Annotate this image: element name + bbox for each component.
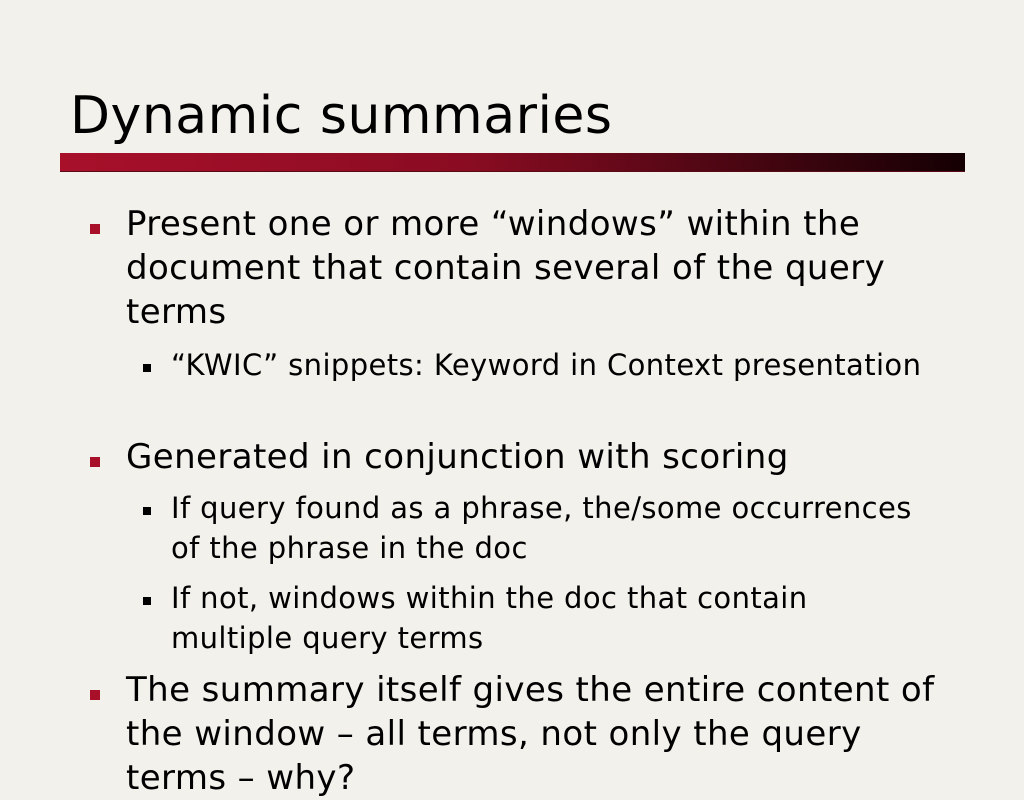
square-bullet-icon xyxy=(143,364,151,372)
bullet-text: The summary itself gives the entire content of the window – all terms, not only the query terms – why? xyxy=(126,670,935,798)
bullet-item xyxy=(126,668,956,800)
slide-title: Dynamic summaries xyxy=(70,86,613,146)
square-bullet-icon xyxy=(90,457,100,467)
sub-bullet-item xyxy=(171,345,931,385)
square-bullet-icon xyxy=(90,224,100,234)
bullet-text: Generated in conjunction with scoring xyxy=(126,437,789,477)
square-bullet-icon xyxy=(143,507,151,515)
bullet-text: Present one or more “windows” within the document that contain several of the query terms xyxy=(126,204,886,332)
sub-bullet-text: If not, windows within the doc that contain multiple query terms xyxy=(171,581,808,655)
sub-bullet-text: “KWIC” snippets: Keyword in Context presentation xyxy=(171,348,922,382)
square-bullet-icon xyxy=(143,597,151,605)
bullet-item xyxy=(126,435,956,479)
sub-bullet-item xyxy=(171,578,931,658)
square-bullet-icon xyxy=(90,690,100,700)
sub-bullet-item xyxy=(171,488,931,568)
bullet-item xyxy=(126,202,956,334)
sub-bullet-text: If query found as a phrase, the/some occurrences of the phrase in the doc xyxy=(171,491,912,565)
